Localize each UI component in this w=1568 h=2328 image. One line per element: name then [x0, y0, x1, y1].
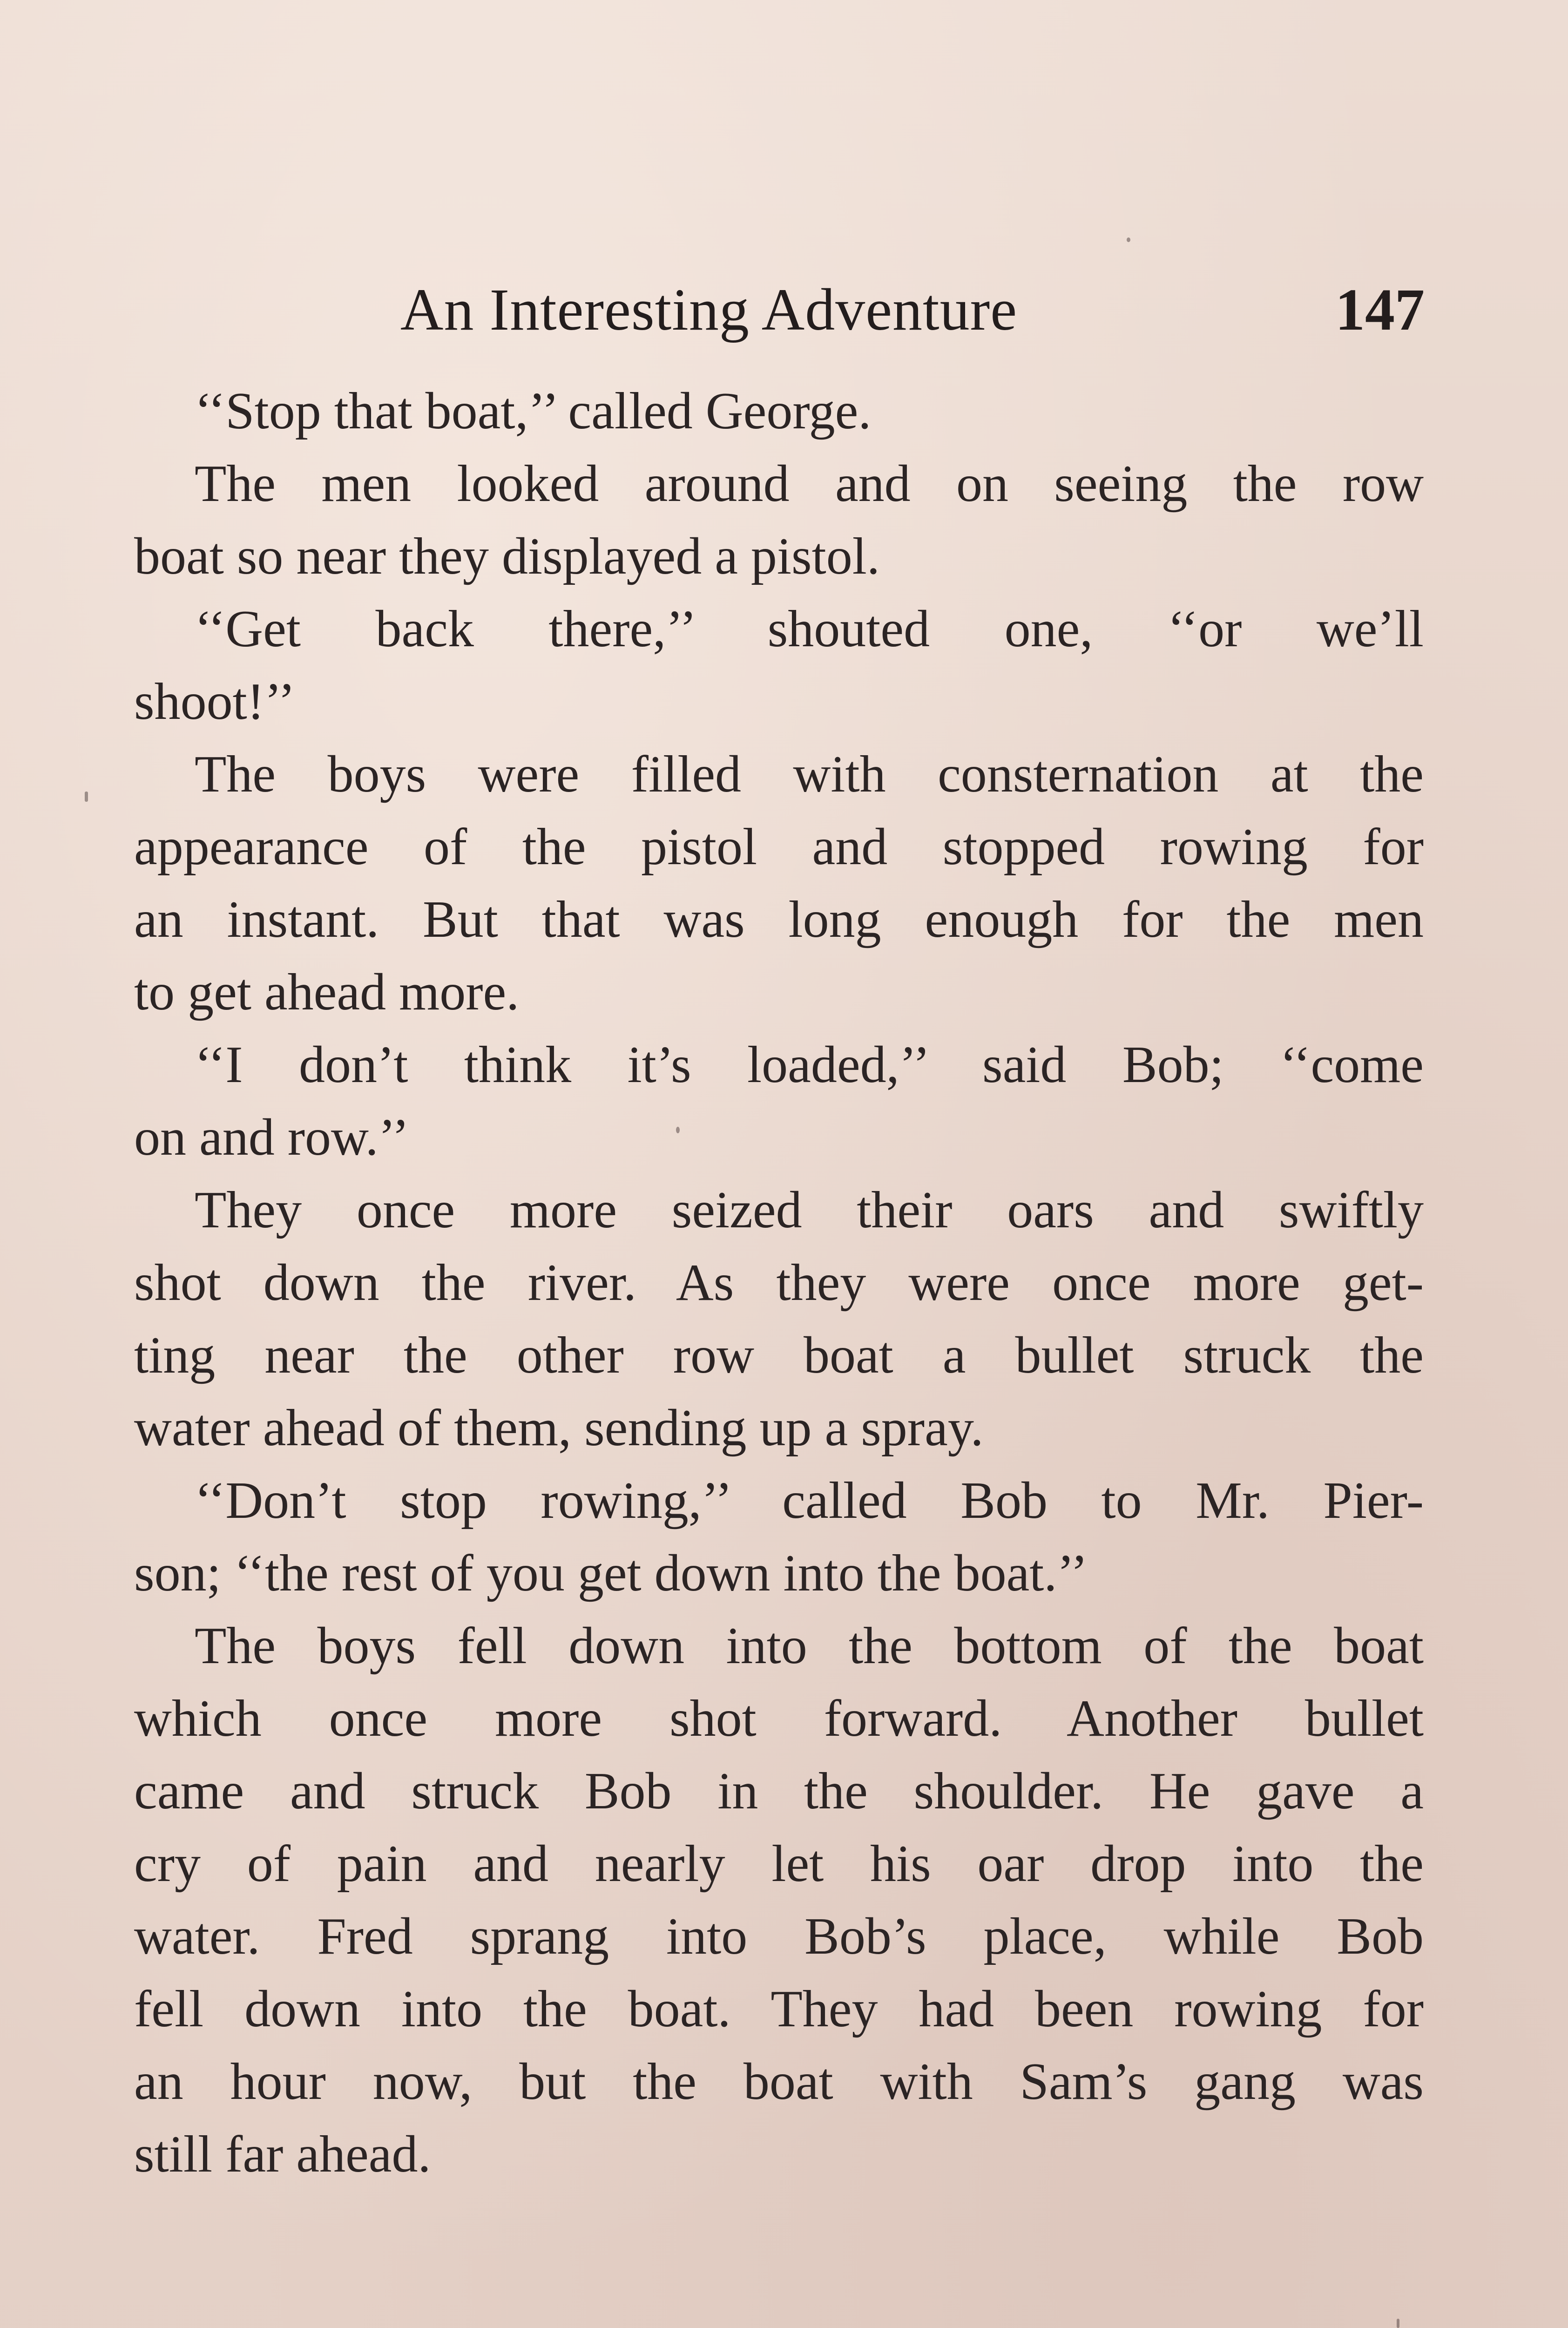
- text-line: an hour now, but the boat with Sam’s gang was: [134, 2053, 1424, 2111]
- text-line: appearance of the pistol and stopped rowing for: [134, 818, 1424, 876]
- paper-speck: [1397, 2319, 1399, 2328]
- text-line: They once more seized their oars and swiftly: [195, 1181, 1424, 1239]
- text-line: The boys fell down into the bottom of the boat: [195, 1617, 1424, 1675]
- text-line: to get ahead more.: [134, 963, 520, 1021]
- text-line: fell down into the boat. They had been rowing for: [134, 1980, 1424, 2038]
- text-line: cry of pain and nearly let his oar drop into the: [134, 1835, 1424, 1893]
- paper-speck: [676, 1127, 680, 1133]
- text-line: The men looked around and on seeing the row: [195, 455, 1424, 513]
- text-line: boat so near they displayed a pistol.: [134, 528, 880, 585]
- text-line: which once more shot forward. Another bullet: [134, 1690, 1424, 1747]
- text-line: The boys were filled with consternation at the: [195, 745, 1424, 803]
- paper-speck: [85, 792, 88, 802]
- body-text: [134, 375, 1424, 2191]
- page-number: 147: [1335, 277, 1425, 343]
- text-line: came and struck Bob in the shoulder. He gave a: [134, 1762, 1424, 1820]
- running-title: An Interesting Adventure: [400, 277, 1017, 343]
- text-line: shoot!’’: [134, 673, 296, 731]
- paper-speck: [1127, 237, 1130, 242]
- text-line: an instant. But that was long enough for the men: [134, 891, 1424, 948]
- text-line: ‘‘Don’t stop rowing,’’ called Bob to Mr. Pier-: [195, 1472, 1424, 1529]
- text-line: ‘‘Get back there,’’ shouted one, ‘‘or we’ll: [195, 600, 1424, 658]
- text-line: still far ahead.: [134, 2125, 431, 2183]
- text-line: on and row.’’: [134, 1109, 409, 1166]
- text-line: shot down the river. As they were once more get-: [134, 1254, 1424, 1312]
- text-line: water ahead of them, sending up a spray.: [134, 1399, 984, 1457]
- text-line: water. Fred sprang into Bob’s place, while Bob: [134, 1908, 1424, 1965]
- text-line: ting near the other row boat a bullet struck the: [134, 1326, 1424, 1384]
- running-head: [400, 268, 1425, 352]
- text-line: son; ‘‘the rest of you get down into the boat.’’: [134, 1544, 1088, 1602]
- text-line: ‘‘I don’t think it’s loaded,’’ said Bob; ‘‘come: [195, 1036, 1424, 1094]
- text-line: ‘‘Stop that boat,’’ called George.: [195, 382, 872, 440]
